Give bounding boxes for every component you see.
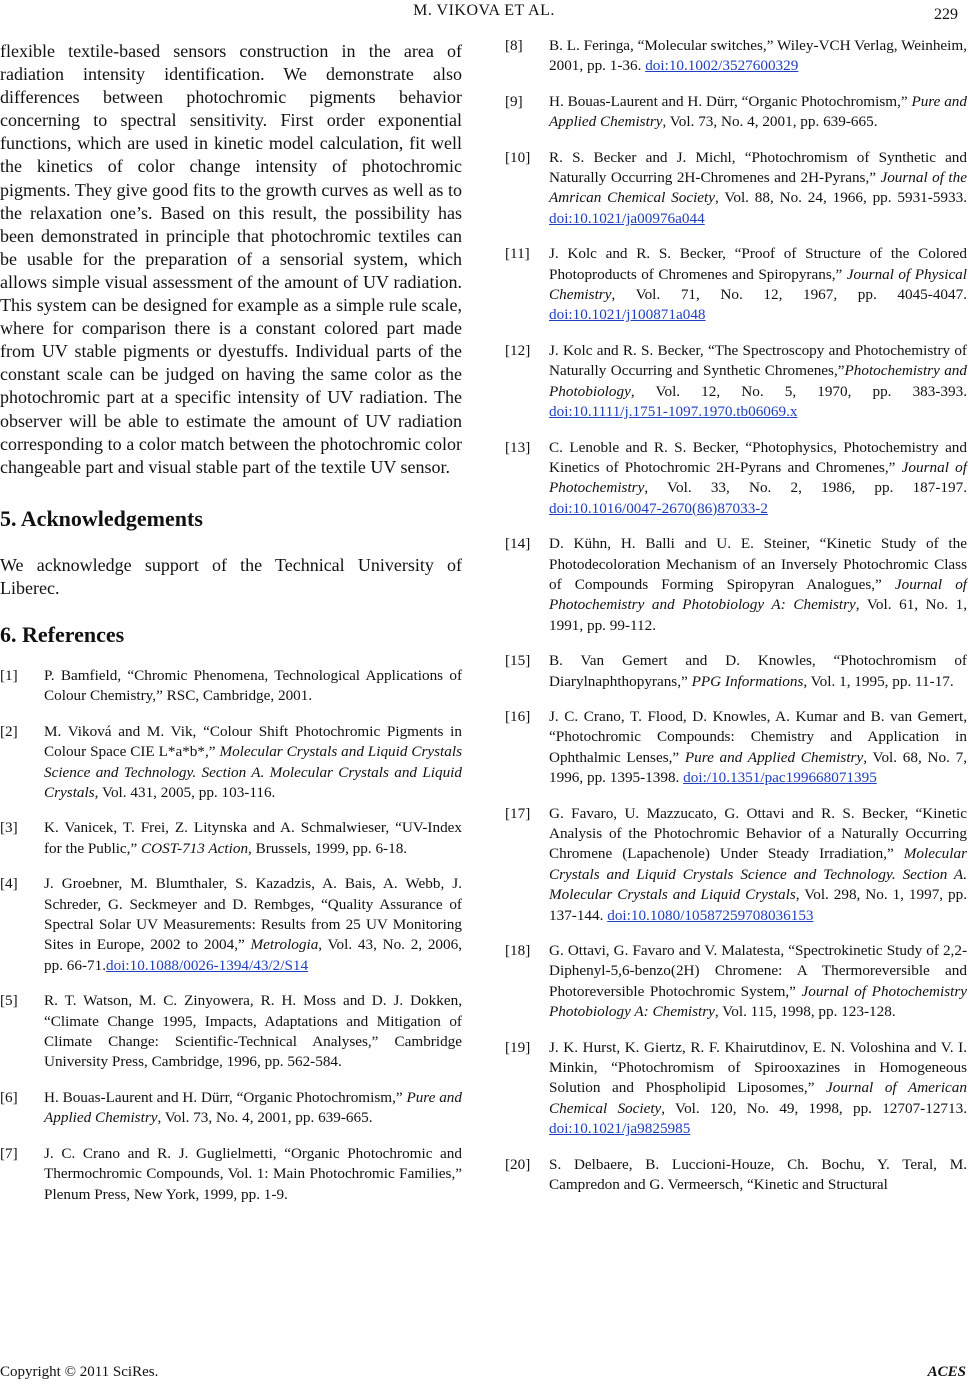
reference-journal: Metrologia (250, 936, 319, 954)
reference-number: [9] (505, 92, 523, 110)
reference-item (505, 534, 967, 636)
reference-number: [4] (0, 875, 18, 893)
reference-number: [12] (505, 341, 531, 359)
reference-journal: Journal of Physical Chemistry (549, 265, 968, 304)
ack-heading: 5. Acknowledgements (0, 505, 203, 531)
reference-details: , Vol. 115, 1998, pp. 123-128. (714, 1003, 896, 1021)
journal-name: ACES (927, 1364, 966, 1380)
reference-text: P. Bamfield, “Chromic Phenomena, Technological Applications of Colour Chemistry,” RSC, Cambridge, 2001. (44, 666, 462, 705)
reference-text: G. Ottavi, G. Favaro and V. Malatesta, “Spectrokinetic Study of 2,2-Diphenyl-5,6-benzo(2H) Chromene: A Thermoreversible and Photoreversible Photochromic System,” (549, 942, 967, 1000)
reference-text: H. Bouas-Laurent and H. Dürr, “Organic Photochromism,” (549, 92, 912, 110)
reference-text: S. Delbaere, B. Luccioni-Houze, Ch. Bochu, Y. Teral, M. Campredon and G. Vermeersch, “Kinetic and Structural (549, 1155, 967, 1194)
reference-number: [1] (0, 666, 18, 684)
reference-journal: Pure and Applied Chemistry (684, 748, 864, 766)
reference-text: M. Viková and M. Vik, “Colour Shift Photochromic Pigments in Colour Space CIE L*a*b*,” (44, 722, 462, 761)
reference-item (505, 1155, 967, 1196)
reference-number: [14] (505, 535, 531, 553)
reference-text: C. Lenoble and R. S. Becker, “Photophysics, Photochemistry and Kinetics of Photochromic 2H-Pyrans and Chromenes,” (549, 438, 967, 476)
reference-details: , Vol. 73, No. 4, 2001, pp. 639-665. (662, 113, 878, 131)
reference-text: D. Kühn, H. Balli and U. E. Steiner, “Kinetic Study of the Photodecoloration Mechanism of an Inversely Photochromic Class of Compounds Forming Spiropyran Analogues,” (549, 535, 967, 593)
reference-item (0, 1144, 462, 1205)
reference-number: [19] (505, 1038, 531, 1056)
reference-details: , Vol. 1, 1995, pp. 11-17. (803, 672, 954, 690)
reference-text: J. Kolc and R. S. Becker, “The Spectroscopy and Photochemistry of Naturally Occurring and Synthetic Chromenes,” (549, 341, 967, 380)
reference-number: [3] (0, 819, 18, 837)
reference-text: R. S. Becker and J. Michl, “Photochromism of Synthetic and Naturally Occurring 2H-Chromenes and 2H-Pyrans,” (549, 148, 967, 187)
doi-link[interactable]: doi:10.1021/ja9825985 (549, 1120, 691, 1138)
references-list-right (505, 36, 967, 1196)
reference-item (505, 36, 967, 77)
reference-number: [2] (0, 722, 18, 740)
doi-link[interactable]: doi:10.1080/10587259708036153 (607, 906, 814, 924)
doi-link[interactable]: doi:10.1021/ja00976a044 (549, 209, 705, 227)
reference-number: [15] (505, 652, 531, 670)
reference-journal: Molecular Crystals and Liquid Crystals Science and Technology. Section A. Molecular Crystals and Liquid Crystals (549, 845, 967, 904)
reference-text: B. Van Gemert and D. Knowles, “Photochromism of Diarylnaphthopyrans,” (549, 652, 967, 690)
reference-number: [20] (505, 1155, 531, 1173)
reference-details: , Vol. 61, No. 1, 1991, pp. 99-112. (549, 596, 967, 634)
reference-journal: Photochemistry and Photobiology (549, 362, 967, 400)
reference-details: , Vol. 33, No. 2, 1986, pp. 187-197. (644, 479, 967, 497)
reference-number: [18] (505, 942, 531, 960)
left-column (0, 40, 462, 1220)
page-footer (0, 1364, 968, 1384)
reference-text: J. K. Hurst, K. Giertz, R. F. Khairutdinov, E. N. Voloshina and V. I. Minkin, “Photochromism of Spirooxazines in Homogeneous Solution and Phospholipid Liposomes,” (549, 1038, 967, 1097)
reference-item (0, 666, 462, 707)
reference-item (0, 818, 462, 859)
reference-number: [13] (505, 438, 531, 456)
reference-journal: Journal of the Amrican Chemical Society (549, 169, 967, 207)
reference-text: J. C. Crano and R. J. Guglielmetti, “Organic Photochromic and Thermochromic Compounds, Vol. 1: Main Photochromic Families,” Plenum Press, New York, 1999, pp. 1-9. (44, 1144, 462, 1203)
reference-details: , Vol. 68, No. 7, 1996, pp. 1395-1398. (549, 748, 967, 787)
reference-details: , Vol. 88, No. 24, 1966, pp. 5931-5933. (715, 189, 968, 207)
doi-link[interactable]: doi:10.1111/j.1751-1097.1970.tb06069.x (549, 403, 798, 421)
reference-text: K. Vanicek, T. Frei, Z. Litynska and A. Schmalwieser, “UV-Index for the Public,” (44, 819, 462, 857)
reference-item (505, 341, 967, 423)
reference-item (505, 707, 967, 789)
reference-item (505, 244, 967, 326)
reference-number: [6] (0, 1088, 18, 1106)
reference-item (505, 92, 967, 133)
reference-item (0, 722, 462, 804)
reference-item (505, 438, 967, 520)
reference-item (0, 874, 462, 976)
reference-text: J. Groebner, M. Blumthaler, S. Kazadzis, A. Bais, A. Webb, J. Schreder, G. Seckmeyer and D. Rembges, “Quality Assurance of Spectral Solar UV Measurements: Results from 25 UV Monitoring Sites in Europe, 2002 to 2004,” (44, 875, 462, 954)
reference-journal: Journal of Photochemistry and Photobiology A: Chemistry (549, 575, 968, 614)
reference-details: , Vol. 71, No. 12, 1967, pp. 4045-4047. (611, 286, 967, 304)
reference-details: , Vol. 120, No. 49, 1998, pp. 12707-12713. (661, 1099, 967, 1117)
reference-details: , Vol. 431, 2005, pp. 103-116. (94, 784, 276, 801)
reference-details: , Vol. 73, No. 4, 2001, pp. 639-665. (157, 1109, 373, 1127)
reference-item (505, 941, 967, 1023)
reference-details: , Brussels, 1999, pp. 6-18. (248, 839, 408, 857)
doi-link[interactable]: doi:10.1021/j100871a048 (549, 306, 706, 324)
reference-details: , Vol. 12, No. 5, 1970, pp. 383-393. (630, 382, 967, 400)
reference-journal: COST-713 Action (141, 839, 249, 857)
reference-journal: Journal of Photochemistry (549, 458, 967, 497)
reference-item (505, 651, 967, 692)
reference-journal: PPG Informations (691, 672, 804, 690)
doi-link[interactable]: doi:10.1016/0047-2670(86)87033-2 (549, 499, 768, 517)
reference-item (505, 804, 967, 926)
reference-item (0, 1088, 462, 1129)
reference-number: [11] (505, 245, 530, 263)
doi-link[interactable]: doi:10.1088/0026-1394/43/2/S14 (106, 956, 309, 974)
doi-link[interactable]: doi:/10.1351/pac199668071395 (683, 769, 877, 787)
reference-text: H. Bouas-Laurent and H. Dürr, “Organic Photochromism,” (44, 1088, 407, 1106)
reference-journal: Journal of American Chemical Society (549, 1079, 967, 1117)
right-column (505, 36, 967, 1211)
reference-details: , Vol. 43, No. 2, 2006, pp. 66-71. (44, 936, 463, 974)
reference-number: [10] (505, 148, 531, 166)
reference-details: , Vol. 298, No. 1, 1997, pp. 137-144. (549, 886, 968, 924)
reference-text: R. T. Watson, M. C. Zinyowera, R. H. Moss and D. J. Dokken, “Climate Change 1995, Impacts, Adaptations and Mitigation of Climate Change: Scientific-Technical Analyses,” Cambridge University Press, Cambridge, 1996, pp. 562-584. (44, 992, 462, 1071)
reference-number: [7] (0, 1144, 18, 1162)
reference-number: [17] (505, 804, 531, 822)
reference-journal: Pure and Applied Chemistry (44, 1088, 462, 1127)
reference-text: J. Kolc and R. S. Becker, “Proof of Structure of the Colored Photoproducts of Chromenes and Spiropyrans,” (549, 245, 967, 283)
running-title: M. VIKOVA ET AL. (413, 2, 555, 19)
reference-number: [5] (0, 992, 18, 1010)
ack-text: We acknowledge support of the Technical University of Liberec. (0, 554, 462, 598)
page-number: 229 (934, 6, 958, 23)
reference-text: J. C. Crano, T. Flood, D. Knowles, A. Kumar and B. van Gemert, “Photochromic Compounds: Chemistry and Application in Ophthalmic Lenses,” (549, 707, 967, 766)
reference-text: B. L. Feringa, “Molecular switches,” Wiley-VCH Verlag, Weinheim, 2001, pp. 1-36. (549, 37, 967, 75)
copyright-text: Copyright © 2011 SciRes. (0, 1364, 159, 1380)
reference-item (505, 148, 967, 230)
reference-journal: Molecular Crystals and Liquid Crystals Science and Technology. Section A. Molecular Crystals and Liquid Crystals (44, 743, 462, 801)
reference-number: [8] (505, 37, 523, 54)
conclusion-paragraph: flexible textile-based sensors construction in the area of radiation intensity identification. We demonstrate also differences between photochromic pigments behavior concerning to spectral sensitivity. First order exponential functions, which are used in kinetic model calculation, fit well the kinetics of color change intensity of photochromic pigments. They give good fits to the growth curves as well as to the relaxation one’s. Based on this result, the possibility has been demonstrated in principle that photochromic textiles can be usable for the preparation of a sensorial system, which allows simple visual assessment of the amount of UV radiation. This system can be designed for example as a simple rule scale, where for comparison there is a constant colored part made from UV stable pigments or dyestuffs. Individual parts of the constant scale can be judged on having the same color as the photochromic part at a specific intensity of UV radiation. The observer will be able to estimate the amount of UV radiation corresponding to a color match between the photochromic color changeable part and visual stable part of the textile UV sensor. (0, 41, 462, 477)
reference-number: [16] (505, 707, 531, 725)
reference-journal: Pure and Applied Chemistry (549, 92, 967, 131)
reference-journal: Journal of Photochemistry Photobiology A: Chemistry (549, 982, 967, 1021)
reference-item (0, 991, 462, 1073)
reference-item (505, 1038, 967, 1140)
reference-text: G. Favaro, U. Mazzucato, G. Ottavi and R. S. Becker, “Kinetic Analysis of the Photochromic Behavior of a Naturally Occurring Chromene (Lapachenole) Under Steady Irradiation,” (549, 804, 967, 863)
references-heading: 6. References (0, 621, 125, 647)
references-list-left (0, 666, 462, 1205)
page-header (0, 2, 968, 28)
doi-link[interactable]: doi:10.1002/3527600329 (645, 57, 799, 75)
